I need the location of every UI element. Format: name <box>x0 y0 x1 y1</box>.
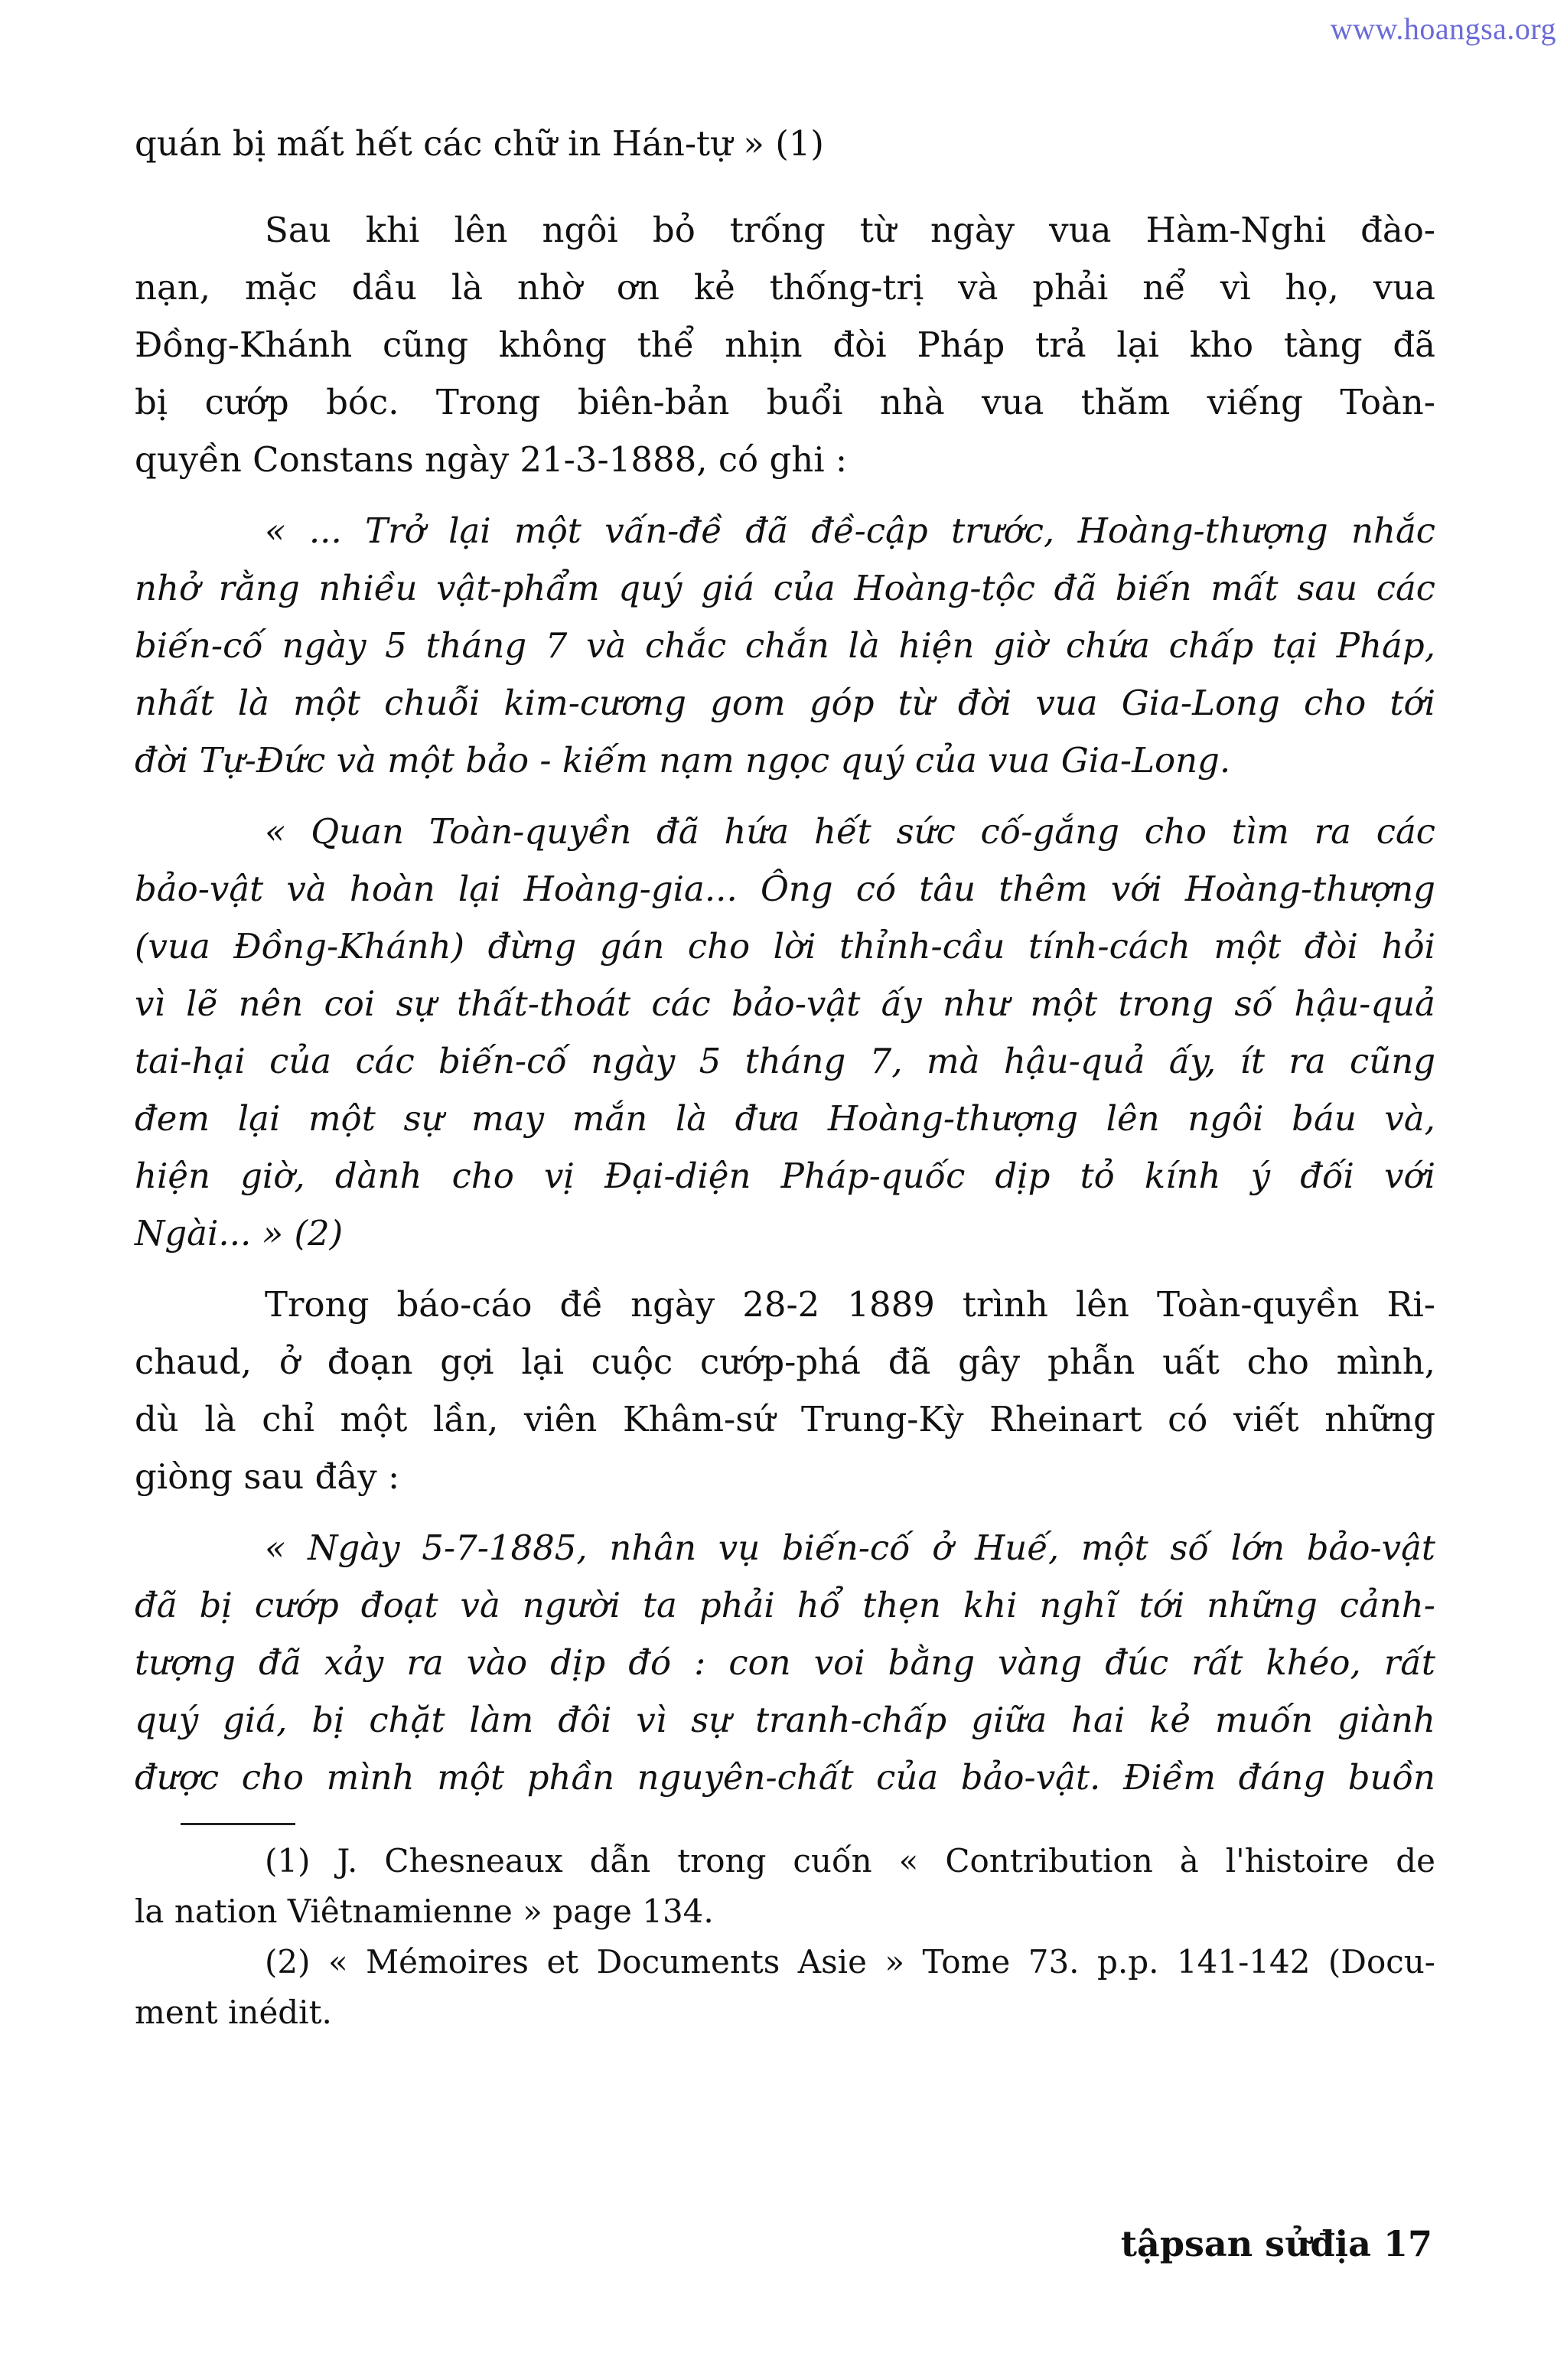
footnote-line: (1) J. Chesneaux dẫn trong cuốn « Contribution à l'histoire de <box>265 1842 1435 1880</box>
text-line: hiện giờ, dành cho vị Đại-diện Pháp-quốc dịp tỏ kính ý đối với <box>135 1156 1435 1196</box>
text-line: Trong báo-cáo đề ngày 28-2 1889 trình lên Toàn-quyền Ri- <box>265 1284 1435 1325</box>
page-body <box>135 115 1435 2038</box>
footnote <box>135 1836 1435 1937</box>
text-line: dù là chỉ một lần, viên Khâm-sứ Trung-Kỳ Rheinart có viết những <box>135 1399 1435 1439</box>
text-line: tai-hại của các biến-cố ngày 5 tháng 7, mà hậu-quả ấy, ít ra cũng <box>135 1041 1435 1081</box>
running-head-page-number: tậpsan sửđịa 17 <box>1120 2223 1432 2264</box>
text-line: Ngài... » (2) <box>135 1213 344 1254</box>
text-line: quán bị mất hết các chữ in Hán-tự » (1) <box>135 123 824 164</box>
text-line: Đồng-Khánh cũng không thể nhịn đòi Pháp trả lại kho tàng đã <box>135 324 1435 365</box>
text-line: (vua Đồng-Khánh) đừng gán cho lời thỉnh-cầu tính-cách một đòi hỏi <box>135 926 1435 967</box>
footnote-divider <box>181 1823 295 1825</box>
text-line: « Quan Toàn-quyền đã hứa hết sức cố-gắng cho tìm ra các <box>265 811 1435 852</box>
text-line: giòng sau đây : <box>135 1456 400 1497</box>
paragraph <box>135 115 1435 172</box>
footnote <box>135 1937 1435 2038</box>
footnote-line: la nation Viêtnamienne » page 134. <box>135 1893 714 1930</box>
text-line: chaud, ở đoạn gợi lại cuộc cướp-phá đã gây phẫn uất cho mình, <box>135 1342 1435 1382</box>
quote-paragraph <box>135 803 1435 1262</box>
quote-paragraph <box>135 502 1435 789</box>
text-line: Sau khi lên ngôi bỏ trống từ ngày vua Hàm-Nghi đào- <box>265 210 1435 250</box>
spacer <box>135 1505 1435 1519</box>
text-line: đời Tự-Đức và một bảo - kiếm nạm ngọc quý của vua Gia-Long. <box>135 740 1231 781</box>
spacer <box>135 172 1435 201</box>
text-line: biến-cố ngày 5 tháng 7 và chắc chắn là hiện giờ chứa chấp tại Pháp, <box>135 625 1435 666</box>
spacer <box>135 488 1435 502</box>
paragraph <box>135 201 1435 488</box>
footnotes <box>135 1836 1435 2038</box>
text-line: nạn, mặc dầu là nhờ ơn kẻ thống-trị và phải nể vì họ, vua <box>135 267 1435 308</box>
text-line: được cho mình một phần nguyên-chất của bảo-vật. Điềm đáng buồn <box>135 1757 1435 1798</box>
text-line: bị cướp bóc. Trong biên-bản buổi nhà vua thăm viếng Toàn- <box>135 382 1435 422</box>
footnote-line: ment inédit. <box>135 1994 332 2031</box>
spacer <box>135 1262 1435 1276</box>
text-line: « ... Trở lại một vấn-đề đã đề-cập trước, Hoàng-thượng nhắc <box>265 510 1435 551</box>
text-line: đã bị cướp đoạt và người ta phải hổ thẹn khi nghĩ tới những cảnh- <box>135 1585 1435 1625</box>
footnote-line: (2) « Mémoires et Documents Asie » Tome 73. p.p. 141-142 (Docu- <box>265 1943 1435 1981</box>
text-line: vì lẽ nên coi sự thất-thoát các bảo-vật ấy như một trong số hậu-quả <box>135 983 1435 1024</box>
text-line: đem lại một sự may mắn là đưa Hoàng-thượng lên ngôi báu và, <box>135 1098 1435 1139</box>
text-line: tượng đã xảy ra vào dịp đó : con voi bằng vàng đúc rất khéo, rất <box>135 1642 1435 1683</box>
text-line: quý giá, bị chặt làm đôi vì sự tranh-chấp giữa hai kẻ muốn giành <box>135 1700 1435 1740</box>
text-line: nhở rằng nhiều vật-phẩm quý giá của Hoàng-tộc đã biến mất sau các <box>135 568 1435 608</box>
text-line: nhất là một chuỗi kim-cương gom góp từ đời vua Gia-Long cho tới <box>135 683 1435 723</box>
text-line: « Ngày 5-7-1885, nhân vụ biến-cố ở Huế, một số lớn bảo-vật <box>265 1527 1435 1568</box>
text-line: bảo-vật và hoàn lại Hoàng-gia... Ông có tâu thêm với Hoàng-thượng <box>135 869 1435 909</box>
quote-paragraph <box>135 1519 1435 1806</box>
watermark-link[interactable]: www.hoangsa.org <box>1330 11 1556 46</box>
paragraph <box>135 1276 1435 1505</box>
spacer <box>135 789 1435 803</box>
text-line: quyền Constans ngày 21-3-1888, có ghi : <box>135 439 848 480</box>
